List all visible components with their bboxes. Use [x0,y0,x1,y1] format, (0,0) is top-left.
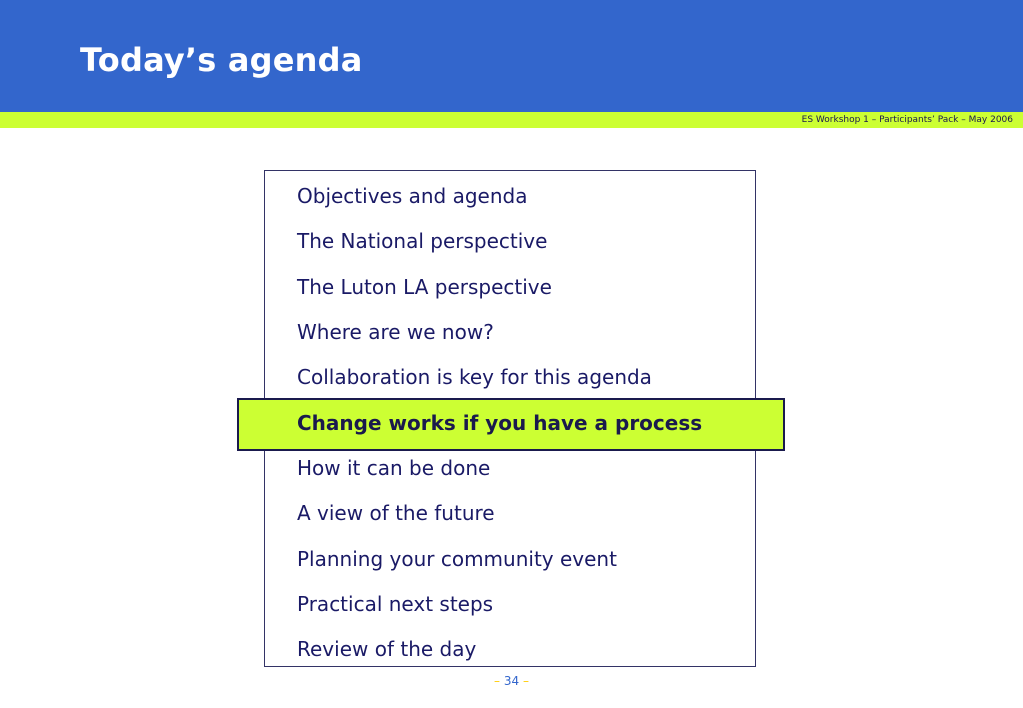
agenda-item: How it can be done [297,456,491,480]
agenda-item: A view of the future [297,501,495,525]
footer-strip-text: ES Workshop 1 – Participants’ Pack – May 2006 [801,115,1013,125]
agenda-item: Practical next steps [297,592,494,616]
agenda-item: The Luton LA perspective [297,275,552,299]
agenda-item: Objectives and agenda [297,184,528,208]
page-dash-right: – [522,674,529,688]
agenda-item: Where are we now? [297,320,494,344]
agenda-item: The National perspective [297,229,548,253]
page-number-value: 34 [503,674,520,688]
page-dash-left: – [494,674,501,688]
agenda-item: Planning your community event [297,547,617,571]
agenda-item: Review of the day [297,637,477,661]
agenda-item: Collaboration is key for this agenda [297,365,652,389]
agenda-item-active: Change works if you have a process [297,411,703,435]
page-title: Today’s agenda [80,41,363,79]
page-number [0,674,1023,688]
